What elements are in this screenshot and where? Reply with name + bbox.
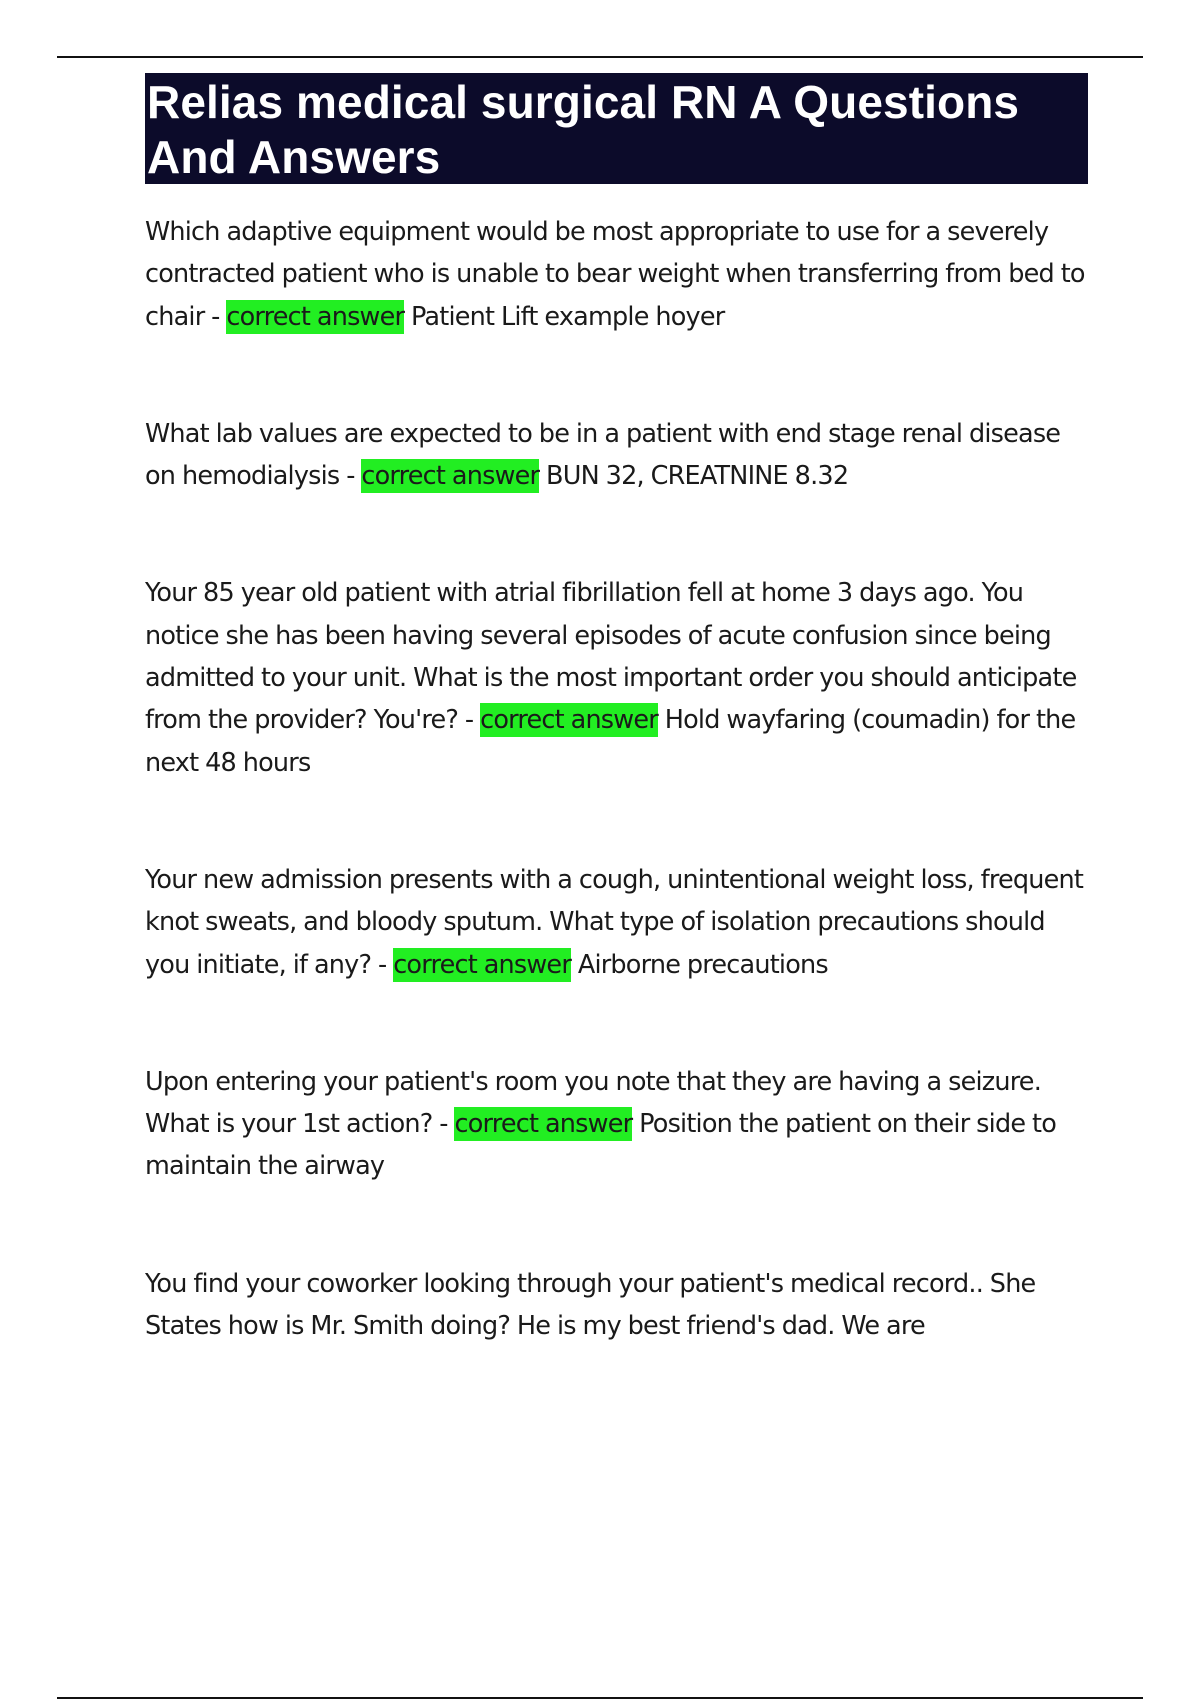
question-text: What lab values are expected to be in a patient with end stage renal disease on hemodialysis -: [145, 418, 1061, 492]
header-rule: [57, 56, 1143, 58]
answer-text: Airborne precautions: [577, 949, 828, 980]
qa-item: [145, 859, 1090, 986]
qa-item: [145, 211, 1090, 338]
answer-text: Patient Lift example hoyer: [411, 301, 725, 332]
question-text: Your 85 year old patient with atrial fibrillation fell at home 3 days ago. You notice she has been having several episodes of acute confusion since being admitted to your unit. What is the most important order you should anticipate from the provider? You're? -: [145, 578, 1077, 736]
answer-text: Hold wayfaring (coumadin) for the next 48 hours: [145, 705, 1076, 778]
qa-list: [145, 211, 1090, 1422]
qa-item: [145, 1263, 1090, 1348]
answer-marker: correct answer: [361, 461, 540, 492]
document-title: Relias medical surgical RN A Questions And Answers: [147, 76, 1020, 183]
footer-rule: [57, 1697, 1143, 1699]
question-text: You find your coworker looking through your patient's medical record.. She States how is Mr. Smith doing? He is my best friend's dad. We are: [145, 1268, 1036, 1342]
question-text: Your new admission presents with a cough, unintentional weight loss, frequent knot sweats, and bloody sputum. What type of isolation precautions should you initiate, if any? -: [145, 864, 1084, 980]
answer-marker: correct answer: [226, 301, 405, 332]
title-banner: [145, 73, 1088, 184]
answer-text: BUN 32, CREATNINE 8.32: [546, 461, 849, 492]
qa-item: [145, 1061, 1090, 1188]
question-text: Which adaptive equipment would be most appropriate to use for a severely contracted patient who is unable to bear weight when transferring from bed to chair -: [145, 217, 1085, 332]
qa-item: [145, 413, 1090, 498]
question-text: Upon entering your patient's room you note that they are having a seizure. What is your 1st action? -: [145, 1066, 1042, 1140]
answer-text: Position the patient on their side to maintain the airway: [145, 1109, 1057, 1182]
answer-marker: correct answer: [393, 949, 571, 980]
qa-item: [145, 572, 1090, 783]
answer-marker: correct answer: [454, 1109, 633, 1140]
answer-marker: correct answer: [480, 705, 658, 736]
